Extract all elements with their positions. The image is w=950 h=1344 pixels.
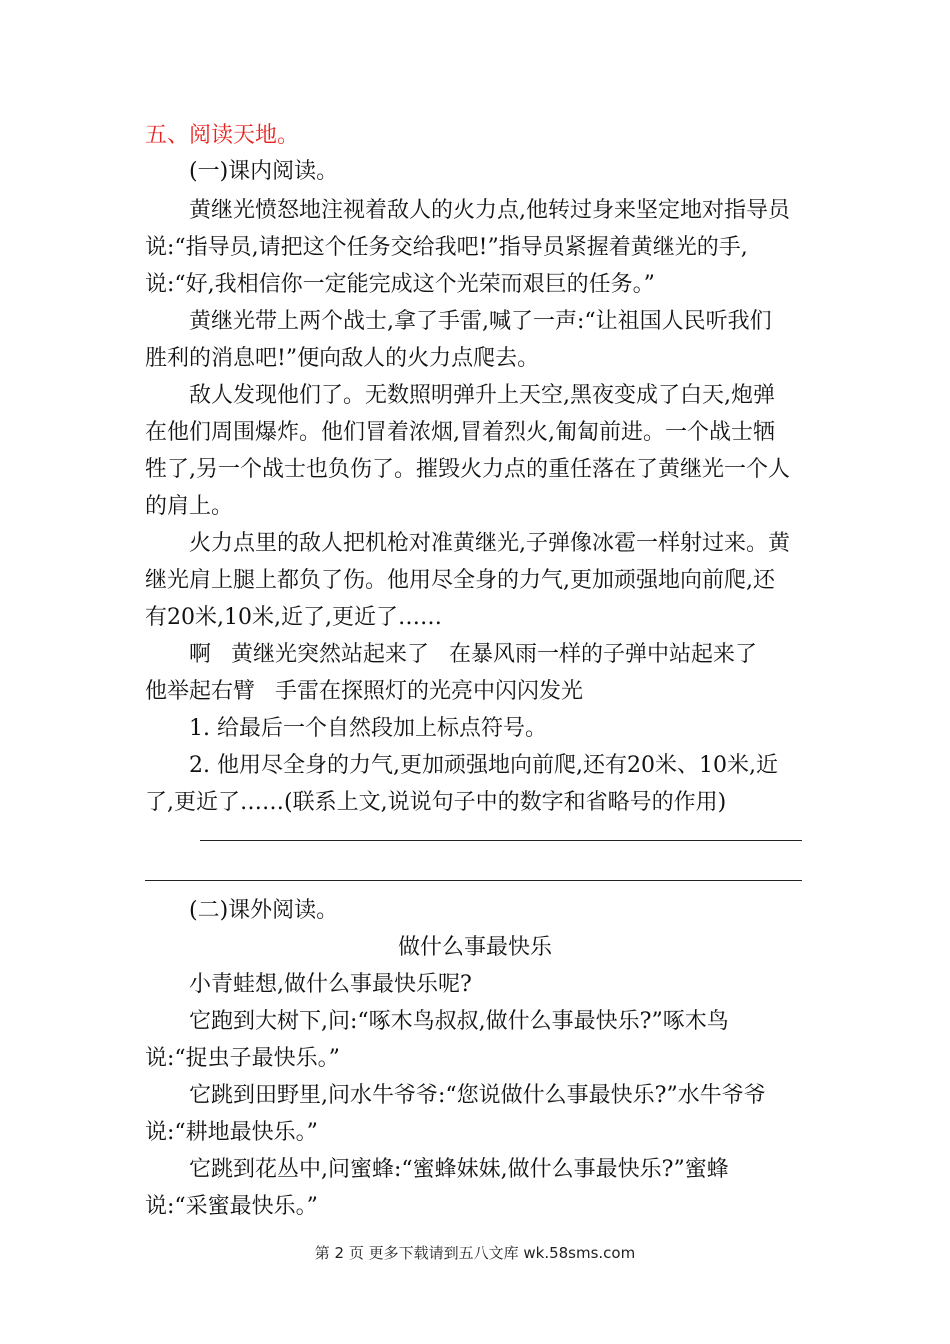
passage-line: 黄继光愤怒地注视着敌人的火力点,他转过身来坚定地对指导员 (189, 198, 790, 223)
story-line: 它跑到大树下,问:“啄木鸟叔叔,做什么事最快乐?”啄木鸟 (189, 1009, 729, 1034)
punctuation-blank-line (145, 674, 807, 710)
story-line: 说:“捉虫子最快乐。” (145, 1046, 340, 1071)
passage-line: 在他们周围爆炸。他们冒着浓烟,冒着烈火,匍匐前进。一个战士牺 (145, 420, 775, 445)
blank-text: 手雷在探照灯的光亮中闪闪发光 (275, 679, 584, 704)
passage-line: 牲了,另一个战士也负伤了。摧毁火力点的重任落在了黄继光一个人 (145, 457, 790, 482)
blank-text: 他举起右臂 (145, 679, 256, 704)
blank-text: 在暴风雨一样的子弹中站起来了 (449, 642, 758, 667)
passage-line: 说:“好,我相信你一定能完成这个光荣而艰巨的任务。” (145, 272, 655, 297)
passage-line: 说:“指导员,请把这个任务交给我吧!”指导员紧握着黄继光的手, (145, 235, 748, 260)
answer-line[interactable] (200, 840, 802, 841)
blank-text: 黄继光突然站起来了 (231, 642, 430, 667)
story-title: 做什么事最快乐 (397, 935, 552, 960)
punctuation-blank-line (189, 637, 807, 673)
part1-label: (一)课内阅读。 (189, 159, 339, 184)
story-line: 说:“耕地最快乐。” (145, 1120, 318, 1145)
question-2-cont: 了,更近了……(联系上文,说说句子中的数字和省略号的作用) (145, 790, 727, 815)
story-line: 它跳到花丛中,问蜜蜂:“蜜蜂妹妹,做什么事最快乐?”蜜蜂 (189, 1157, 729, 1182)
page-footer: 第 2 页 更多下载请到五八文库 wk.58sms.com (314, 1244, 636, 1262)
story-line: 小青蛙想,做什么事最快乐呢? (189, 972, 472, 997)
passage-line: 继光肩上腿上都负了伤。他用尽全身的力气,更加顽强地向前爬,还 (145, 568, 775, 593)
story-line: 它跳到田野里,问水牛爷爷:“您说做什么事最快乐?”水牛爷爷 (189, 1083, 766, 1108)
passage-line: 黄继光带上两个战士,拿了手雷,喊了一声:“让祖国人民听我们 (189, 309, 772, 334)
passage-line: 有20米,10米,近了,更近了…… (145, 605, 442, 630)
question-2: 2. 他用尽全身的力气,更加顽强地向前爬,还有20米、10米,近 (189, 753, 778, 778)
blank-text: 啊 (189, 642, 212, 667)
passage-line: 胜利的消息吧!”便向敌人的火力点爬去。 (145, 346, 540, 371)
passage-line: 敌人发现他们了。无数照明弹升上天空,黑夜变成了白天,炮弹 (189, 383, 775, 408)
answer-line[interactable] (145, 880, 802, 881)
part2-label: (二)课外阅读。 (189, 898, 339, 923)
passage-line: 火力点里的敌人把机枪对准黄继光,子弹像冰雹一样射过来。黄 (189, 531, 790, 556)
story-line: 说:“采蜜最快乐。” (145, 1194, 318, 1219)
question-1: 1. 给最后一个自然段加上标点符号。 (189, 716, 547, 741)
section-heading: 五、阅读天地。 (145, 123, 300, 148)
passage-line: 的肩上。 (145, 494, 234, 519)
